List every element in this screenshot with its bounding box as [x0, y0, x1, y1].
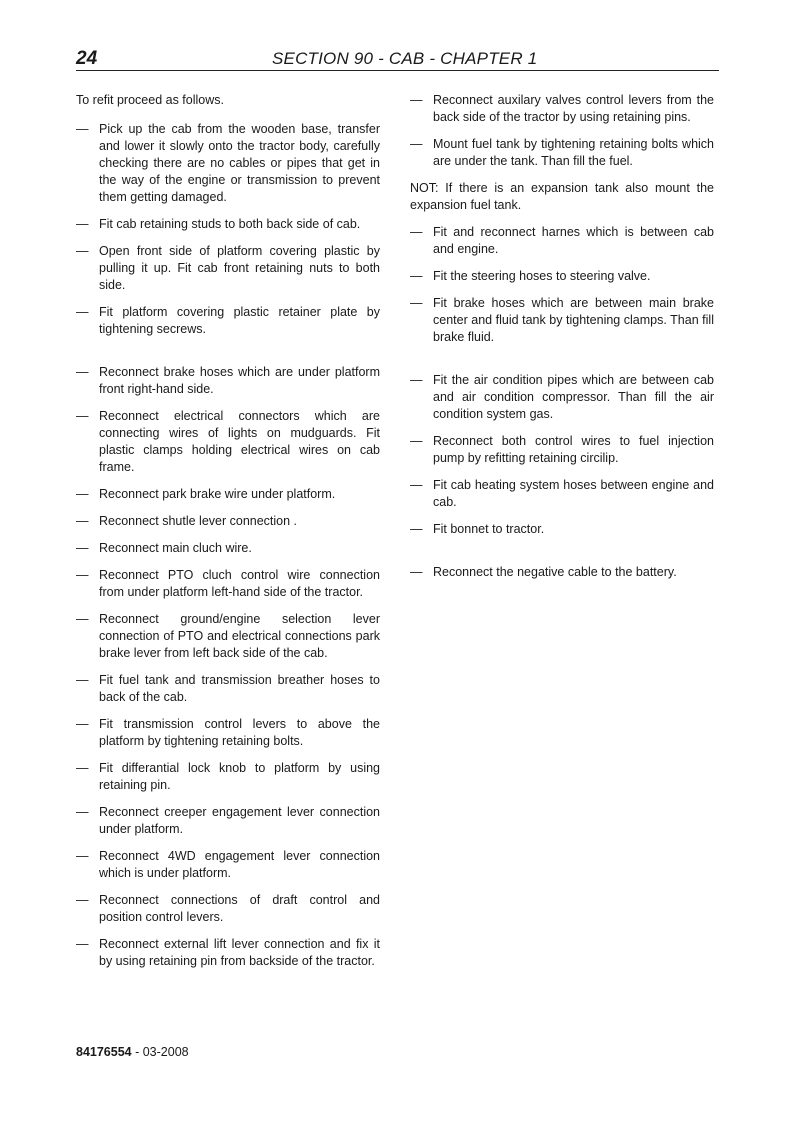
dash-bullet: — — [76, 805, 89, 819]
dash-bullet: — — [410, 225, 423, 239]
list-item-text: Fit brake hoses which are between main brake center and fluid tank by tightening clamps. Than fill brake fluid. — [433, 296, 714, 344]
list-item-text: Reconnect main cluch wire. — [99, 541, 252, 555]
section-title: SECTION 90 - CAB - CHAPTER 1 — [272, 49, 538, 68]
page-header — [76, 46, 719, 71]
dash-bullet: — — [76, 514, 89, 528]
dash-bullet: — — [76, 612, 89, 626]
dash-bullet: — — [76, 673, 89, 687]
list-item-text: Reconnect shutle lever connection . — [99, 514, 298, 528]
page-footer — [76, 1045, 189, 1059]
left-column — [76, 92, 380, 980]
list-item — [410, 372, 714, 423]
list-item-text: Mount fuel tank by tightening retaining bolts which are under the tank. Than fill the fuel. — [433, 137, 714, 168]
list-item — [76, 760, 380, 794]
list-item — [76, 243, 380, 294]
list-item — [410, 433, 714, 467]
dash-bullet: — — [76, 568, 89, 582]
list-item-text: Fit cab retaining studs to both back side of cab. — [99, 217, 361, 231]
list-item — [76, 716, 380, 750]
list-item-text: Reconnect auxilary valves control levers from the back side of the tractor by using retaining pins. — [433, 93, 714, 124]
right-column — [410, 92, 714, 591]
list-item — [76, 892, 380, 926]
list-item-text: Fit fuel tank and transmission breather hoses to back of the cab. — [99, 673, 380, 704]
dash-bullet: — — [76, 217, 89, 231]
page-number: 24 — [76, 48, 98, 69]
dash-bullet: — — [76, 365, 89, 379]
dash-bullet: — — [76, 717, 89, 731]
dash-bullet: — — [410, 137, 423, 151]
list-item-text: Fit the steering hoses to steering valve. — [433, 269, 651, 283]
list-item — [76, 216, 380, 233]
document-date: - 03-2008 — [131, 1045, 189, 1059]
dash-bullet: — — [410, 478, 423, 492]
list-item-text: Fit differantial lock knob to platform by using retaining pin. — [99, 761, 380, 792]
dash-bullet: — — [410, 434, 423, 448]
list-item-text: Open front side of platform covering plastic by pulling it up. Fit cab front retaining nuts to both side. — [99, 244, 380, 292]
list-item — [76, 513, 380, 530]
list-item-text: Fit transmission control levers to above the platform by tightening retaining bolts. — [99, 717, 380, 748]
dash-bullet: — — [76, 761, 89, 775]
list-item-text: Pick up the cab from the wooden base, transfer and lower it slowly onto the tractor body, carefully checking there are no cables or pipes that get in the way of the engine or transmission to prevent them getting damaged. — [99, 122, 380, 204]
list-item — [410, 295, 714, 346]
dash-bullet: — — [76, 305, 89, 319]
document-code: 84176554 — [76, 1045, 132, 1059]
list-item-text: Reconnect park brake wire under platform. — [99, 487, 336, 501]
note-text: NOT: If there is an expansion tank also mount the expansion fuel tank. — [410, 181, 714, 212]
list-item — [410, 224, 714, 258]
list-item-text: Reconnect electrical connectors which are connecting wires of lights on mudguards. Fit plastic clamps holding electrical wires on cab frame. — [99, 409, 380, 474]
list-item-text: Reconnect brake hoses which are under platform front right-hand side. — [99, 365, 380, 396]
dash-bullet: — — [76, 937, 89, 951]
intro-text: To refit proceed as follows. — [76, 93, 224, 107]
dash-bullet: — — [76, 487, 89, 501]
dash-bullet: — — [76, 244, 89, 258]
list-item-text: Reconnect external lift lever connection and fix it by using retaining pin from backside of the tractor. — [99, 937, 380, 968]
list-item — [76, 540, 380, 557]
list-item — [410, 564, 714, 581]
list-item-text: Reconnect connections of draft control and position control levers. — [99, 893, 380, 924]
list-item-text: Reconnect the negative cable to the battery. — [433, 565, 677, 579]
list-item — [76, 304, 380, 338]
list-item — [410, 521, 714, 538]
list-item — [76, 936, 380, 970]
list-item — [76, 364, 380, 398]
dash-bullet: — — [410, 296, 423, 310]
dash-bullet: — — [410, 93, 423, 107]
list-item-text: Fit and reconnect harnes which is between cab and engine. — [433, 225, 714, 256]
dash-bullet: — — [76, 849, 89, 863]
list-item — [410, 268, 714, 285]
right-step-list-a — [410, 92, 714, 170]
list-item-text: Reconnect PTO cluch control wire connection from under platform left-hand side of the tractor. — [99, 568, 380, 599]
list-item-text: Fit bonnet to tractor. — [433, 522, 545, 536]
list-item — [410, 92, 714, 126]
list-item-text: Reconnect 4WD engagement lever connection which is under platform. — [99, 849, 380, 880]
list-item — [76, 567, 380, 601]
dash-bullet: — — [76, 409, 89, 423]
list-item-text: Reconnect both control wires to fuel injection pump by refitting retaining circilip. — [433, 434, 714, 465]
list-item-text: Fit platform covering plastic retainer plate by tightening secrews. — [99, 305, 380, 336]
dash-bullet: — — [76, 122, 89, 136]
dash-bullet: — — [410, 522, 423, 536]
list-item-text: Fit cab heating system hoses between engine and cab. — [433, 478, 714, 509]
list-item — [410, 477, 714, 511]
dash-bullet: — — [410, 269, 423, 283]
dash-bullet: — — [76, 541, 89, 555]
dash-bullet: — — [410, 373, 423, 387]
dash-bullet: — — [410, 565, 423, 579]
list-item — [76, 672, 380, 706]
list-item-text: Reconnect creeper engagement lever connection under platform. — [99, 805, 380, 836]
list-item-text: Fit the air condition pipes which are between cab and air condition compressor. Than fill the air condition system gas. — [433, 373, 714, 421]
list-item — [76, 848, 380, 882]
list-item — [76, 408, 380, 476]
list-item — [76, 804, 380, 838]
right-step-list-b — [410, 224, 714, 581]
list-item — [410, 136, 714, 170]
list-item — [76, 611, 380, 662]
dash-bullet: — — [76, 893, 89, 907]
left-step-list — [76, 121, 380, 970]
list-item — [76, 486, 380, 503]
list-item-text: Reconnect ground/engine selection lever connection of PTO and electrical connections park brake lever from left back side of the cab. — [99, 612, 380, 660]
list-item — [76, 121, 380, 206]
